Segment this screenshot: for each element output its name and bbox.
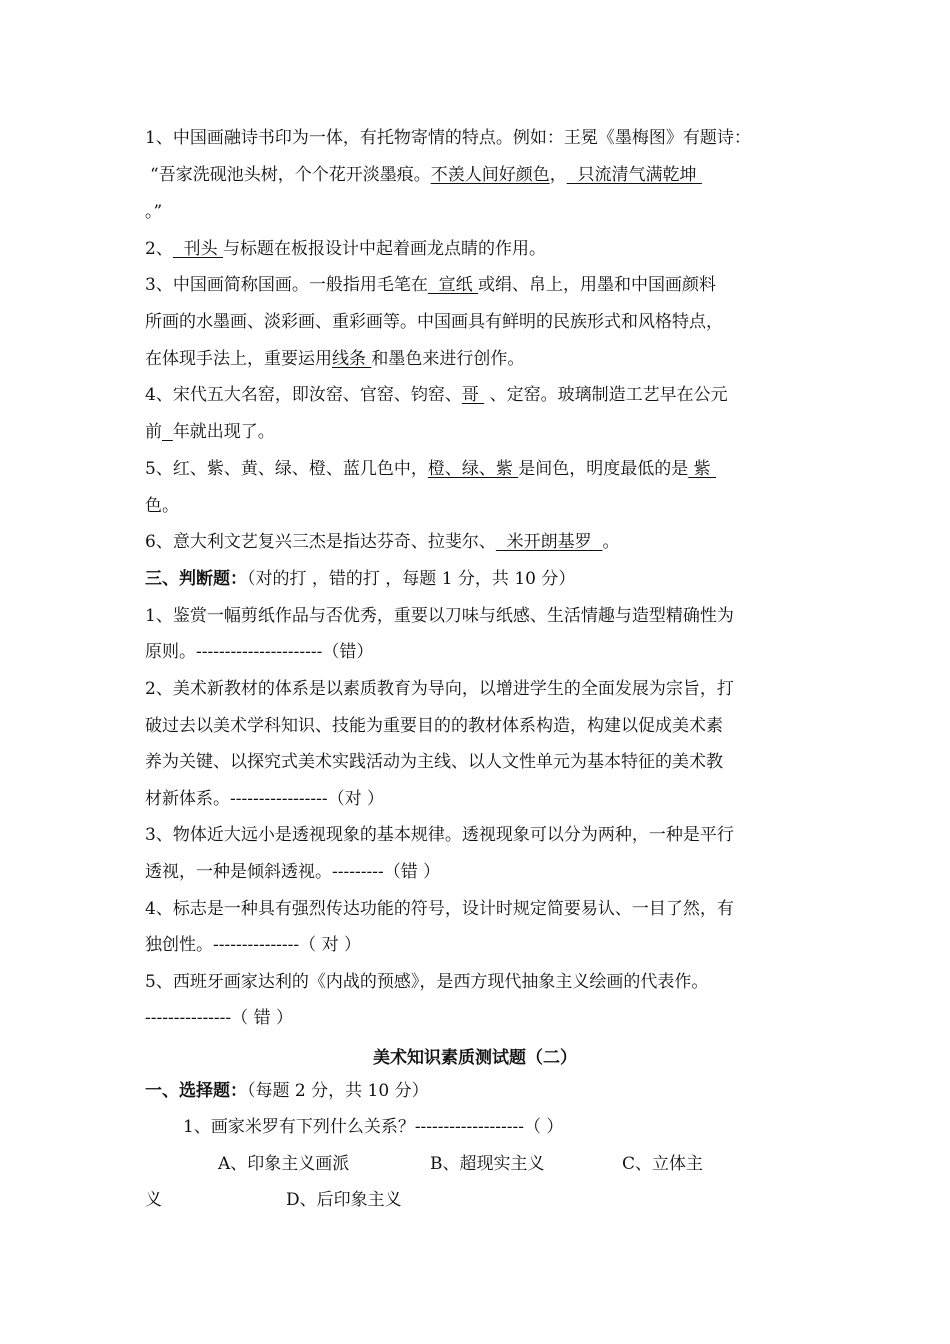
q1-sep: ， [549, 165, 567, 185]
q2-line [145, 238, 546, 260]
q4-blank [162, 422, 173, 442]
q3-text-b: 或绢、帛上，用墨和中国画颜料 [478, 275, 717, 295]
judge-q5-line2 [145, 1007, 293, 1029]
q4-text-a: 4、宋代五大名窑，即汝窑、官窑、钧窑、 [145, 385, 462, 405]
q1-answer1: 不羡人间好颜色 [430, 165, 550, 185]
judge-q2-text1: 2、美术新教材的体系是以素质教育为导向，以增进学生的全面发展为宗旨，打 [145, 679, 734, 699]
q1-text: 1、中国画融诗书印为一体，有托物寄情的特点。例如：王冕《墨梅图》有题诗： [145, 128, 751, 148]
q2-num: 2、 [145, 239, 173, 259]
judge-q2-text2: 破过去以美术学科知识、技能为重要目的的教材体系构造，构建以促成美术素 [145, 716, 723, 736]
test2-q1-option-d [286, 1189, 402, 1211]
q4-text2a: 前 [145, 422, 162, 442]
judge-q3-line1 [145, 824, 734, 846]
judge-q2-line3 [145, 751, 723, 773]
q5-text2: 色。 [145, 496, 179, 516]
test2-q1-option-b [430, 1153, 545, 1175]
judge-q1-line1 [145, 605, 734, 627]
q1-line1 [145, 127, 751, 149]
judge-q4-line1 [145, 898, 734, 920]
q1-line3 [145, 201, 162, 223]
q5-answer1: 橙、绿、紫 [427, 459, 519, 479]
q1-text2: “吾家洗砚池头树，个个花开淡墨痕。 [150, 165, 431, 185]
q5-line2 [145, 495, 179, 517]
q1-answer2: 只流清气满乾坤 [566, 165, 702, 185]
q4-answer: 哥 [461, 385, 485, 405]
q4-line1 [145, 384, 728, 406]
judge-heading: 三、判断题： [145, 569, 247, 589]
judge-instructions: （对的打 ，错的打 ，每题 1 分，共 10 分） [247, 569, 576, 589]
judge-q4-line2 [145, 934, 361, 956]
q3-text2: 所画的水墨画、淡彩画、重彩画等。中国画具有鲜明的民族形式和风格特点， [145, 312, 723, 332]
judge-q2-line4 [145, 788, 384, 810]
judge-q2-line1 [145, 678, 734, 700]
q3-line1 [145, 274, 716, 296]
q1-line2 [150, 164, 702, 186]
q3-text3b: 和墨色来进行创作。 [371, 349, 525, 369]
q6-answer: 米开朗基罗 [495, 532, 603, 552]
judge-q1-text2: 原则。----------------------（错） [145, 642, 374, 662]
test2-q1 [183, 1116, 563, 1138]
q2-text: 与标题在板报设计中起着画龙点睛的作用。 [223, 239, 547, 259]
q3-line2 [145, 311, 723, 333]
option-c-wrap-text: 义 [145, 1190, 162, 1210]
judge-q4-text1: 4、标志是一种具有强烈传达功能的符号，设计时规定简要易认、一目了然，有 [145, 899, 734, 919]
judge-q2-text3: 养为关键、以探究式美术实践活动为主线、以人文性单元为基本特征的美术教 [145, 752, 723, 772]
option-d-text: D、后印象主义 [286, 1190, 402, 1210]
judge-q1-text1: 1、鉴赏一幅剪纸作品与否优秀，重要以刀味与纸感、生活情趣与造型精确性为 [145, 606, 734, 626]
q6-text-b: 。 [602, 532, 620, 552]
test2-q1-text: 1、画家米罗有下列什么关系？-------------------（ ） [183, 1117, 564, 1137]
q5-text-b: 是间色，明度最低的是 [518, 459, 689, 479]
q6-line [145, 531, 619, 553]
judge-q3-line2 [145, 861, 440, 883]
judge-q2-line2 [145, 715, 723, 737]
test2-title: 美术知识素质测试题（二） [373, 1048, 577, 1068]
judge-heading-line [145, 568, 575, 590]
test2-section-heading-line [145, 1080, 429, 1102]
test2-section-heading: 一、选择题： [145, 1081, 247, 1101]
q5-line1 [145, 458, 716, 480]
test2-q1-option-c-wrap [145, 1189, 162, 1211]
q5-answer2: 紫 [688, 459, 717, 479]
judge-q5-text1: 5、西班牙画家达利的《内战的预感》，是西方现代抽象主义绘画的代表作。 [145, 972, 709, 992]
q3-answer1: 宣纸 [427, 275, 479, 295]
judge-q3-text2: 透视，一种是倾斜透视。---------（错 ） [145, 862, 441, 882]
judge-q5-text2: ---------------（ 错 ） [145, 1008, 293, 1028]
q6-text-a: 6、意大利文艺复兴三杰是指达芬奇、拉斐尔、 [145, 532, 496, 552]
q3-text-a: 3、中国画简称国画。一般指用毛笔在 [145, 275, 428, 295]
q4-text-b: 、定窑。玻璃制造工艺早在公元 [484, 385, 728, 405]
test2-q1-option-a [218, 1153, 349, 1175]
judge-q2-text4: 材新体系。-----------------（对 ） [145, 789, 385, 809]
option-c-text: C、立体主 [622, 1154, 704, 1174]
judge-q3-text1: 3、物体近大远小是透视现象的基本规律。透视现象可以分为两种，一种是平行 [145, 825, 734, 845]
q3-line3 [145, 348, 524, 370]
q5-text-a: 5、红、紫、黄、绿、橙、蓝几色中， [145, 459, 428, 479]
q4-text2b: 年就出现了。 [172, 422, 275, 442]
option-a-text: A、印象主义画派 [218, 1154, 350, 1174]
judge-q1-line2 [145, 641, 373, 663]
q2-answer: 刊头 [172, 239, 224, 259]
q3-answer2: 线条 [332, 349, 372, 369]
q4-line2 [145, 421, 275, 443]
q1-text3: 。” [145, 202, 163, 222]
q3-text3a: 在体现手法上，重要运用 [145, 349, 332, 369]
test2-q1-option-c [622, 1153, 703, 1175]
judge-q4-text2: 独创性。---------------（ 对 ） [145, 935, 361, 955]
judge-q5-line1 [145, 971, 708, 993]
option-b-text: B、超现实主义 [430, 1154, 545, 1174]
test2-section-instructions: （每题 2 分，共 10 分） [247, 1081, 429, 1101]
